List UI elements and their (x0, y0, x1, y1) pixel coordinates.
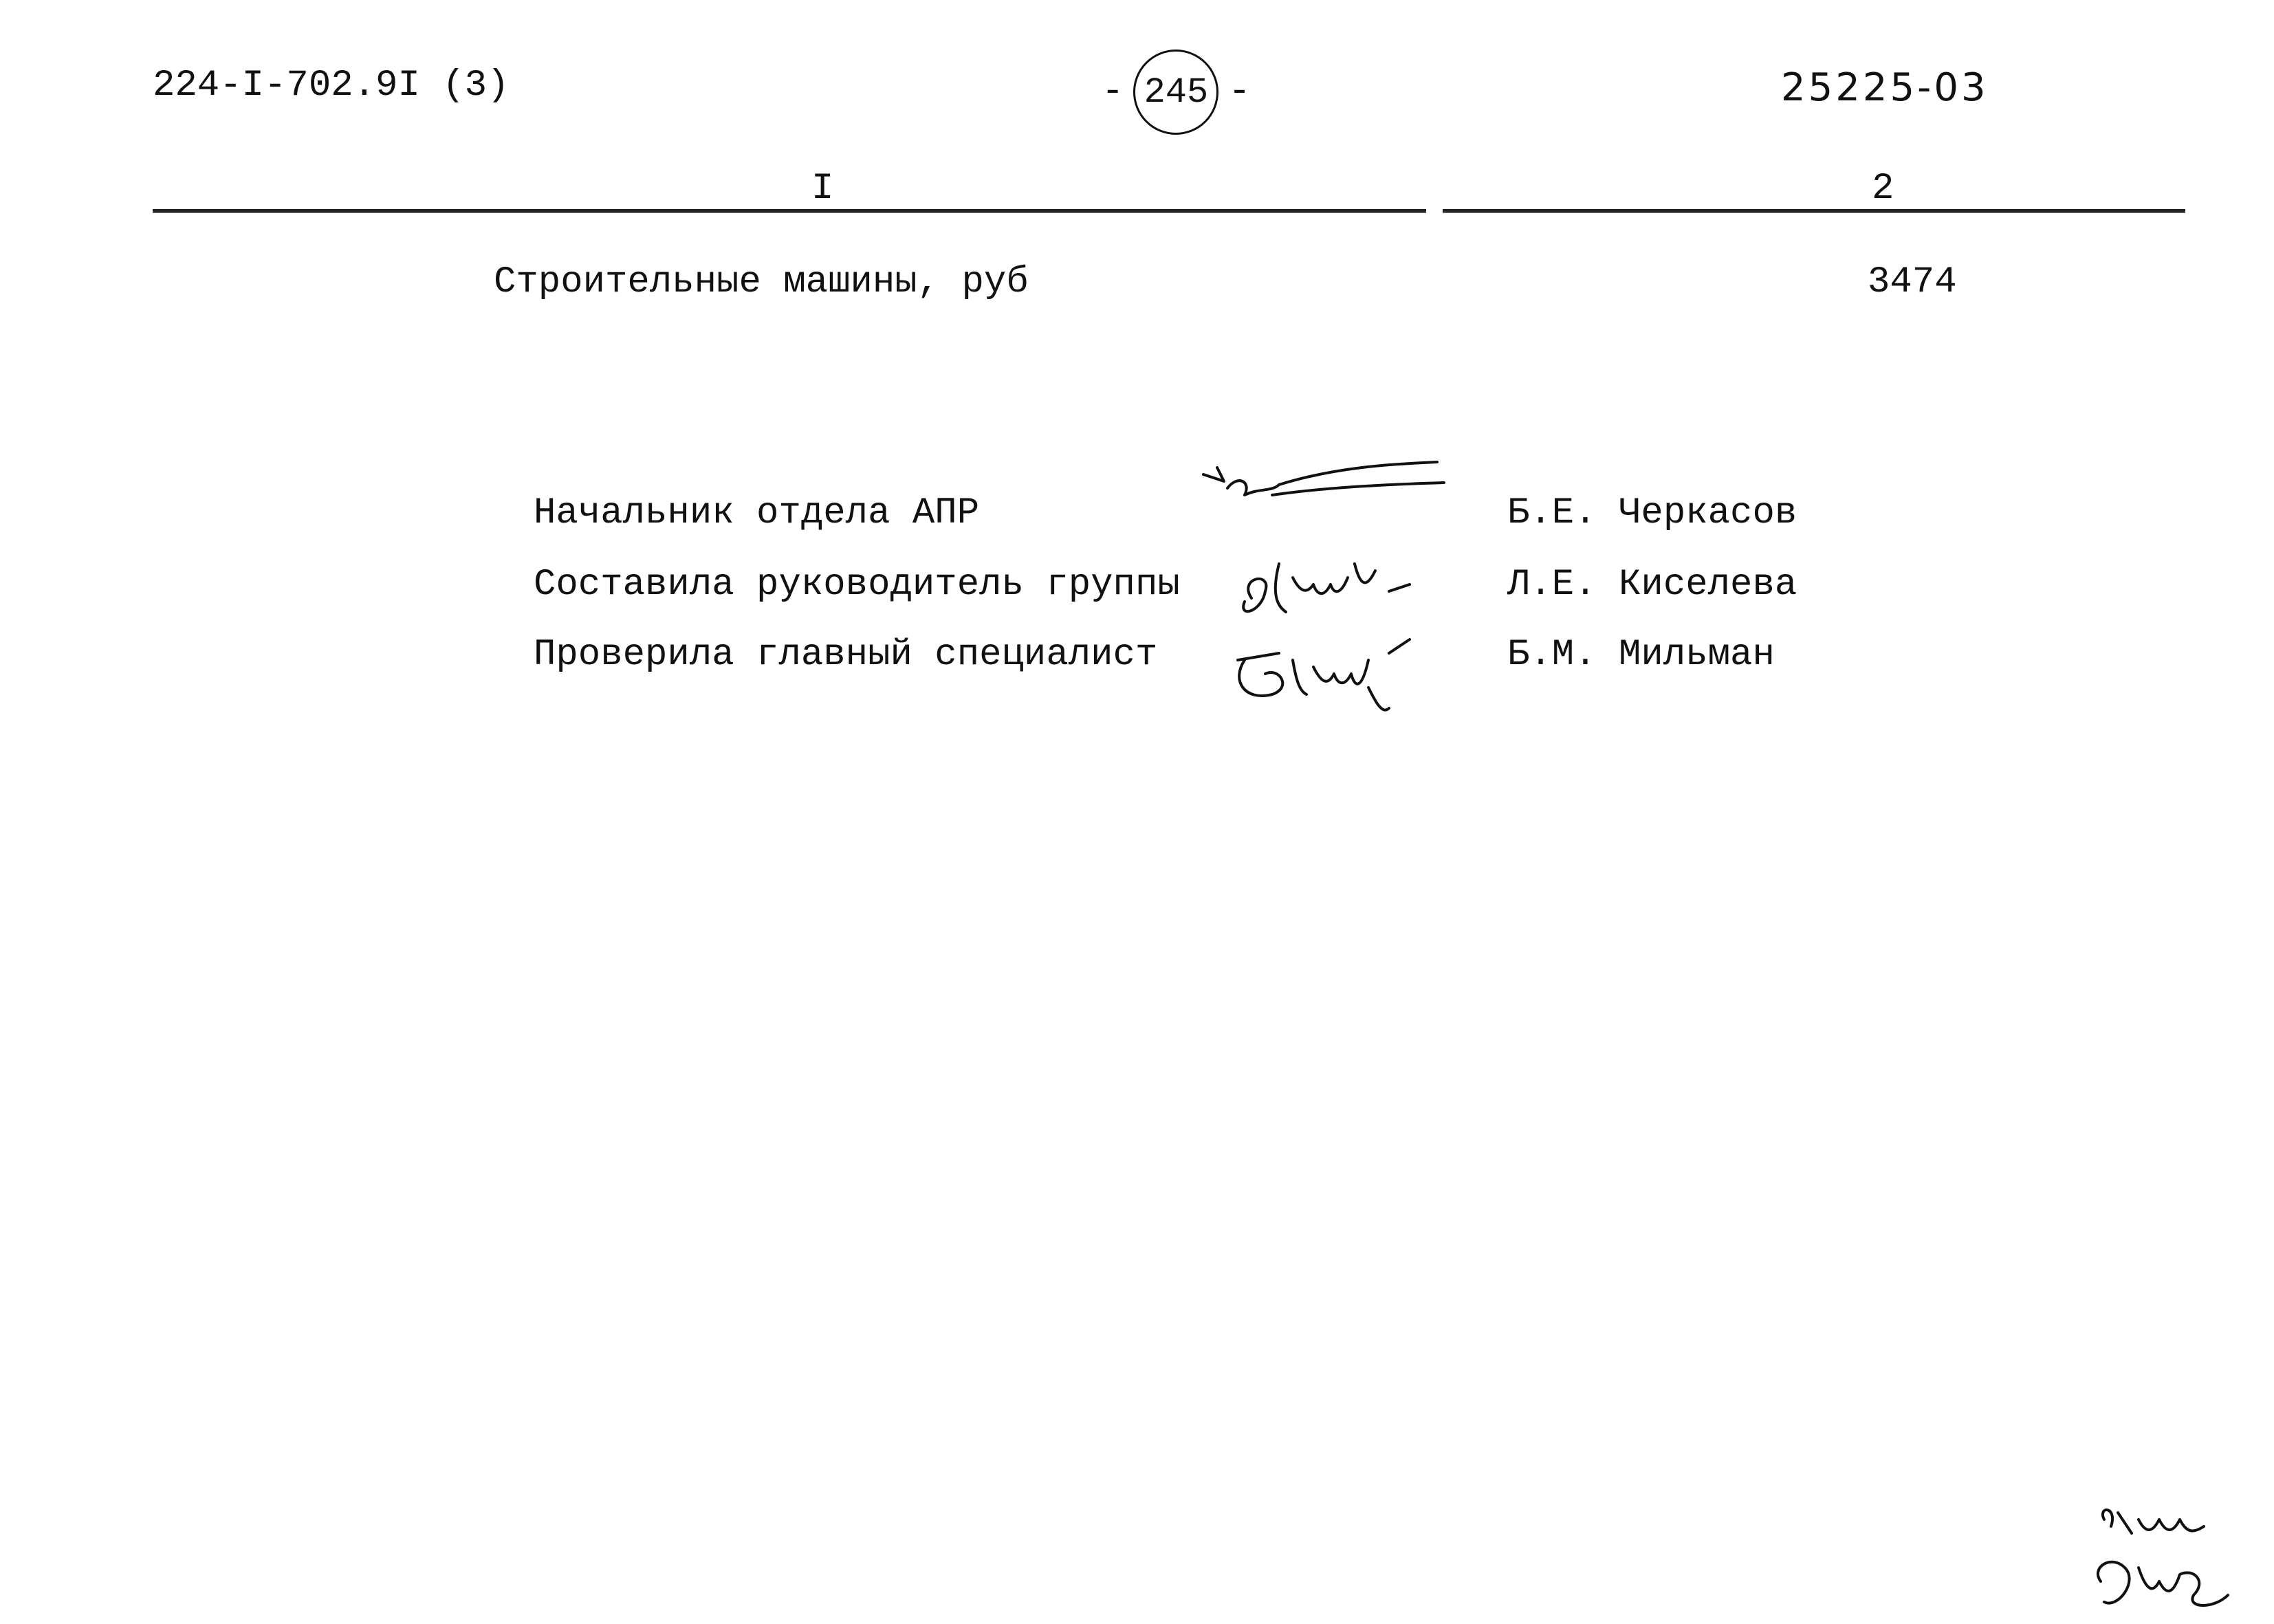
signature-3 (1238, 639, 1410, 710)
page-number-group (1102, 50, 1251, 135)
column-header-1: I (811, 168, 834, 210)
signatory-role-2: Составила руководитель группы (534, 564, 1180, 606)
signatory-name-2: Л.Е. Киселева (1507, 564, 1797, 606)
signature-1 (1203, 462, 1444, 495)
margin-initials (2090, 1499, 2269, 1623)
table-header-rule-left (153, 209, 1426, 213)
page-number: 245 (1144, 72, 1209, 113)
signatory-name-3: Б.М. Мильман (1507, 634, 1775, 676)
signature-2 (1243, 564, 1410, 612)
signatory-role-3: Проверила главный специалист (534, 634, 1158, 676)
page-number-circle (1133, 50, 1218, 135)
table-header-rule-right (1443, 209, 2185, 213)
signatory-name-1: Б.Е. Черкасов (1507, 492, 1797, 534)
column-header-2: 2 (1872, 168, 1894, 210)
signatory-role-1: Начальник отдела АПР (534, 492, 980, 534)
handwritten-signatures (1196, 454, 1472, 729)
page-number-dash-right: - (1228, 71, 1251, 113)
archive-number: 25225-03 (1781, 65, 1989, 110)
row-value: 3474 (1868, 261, 1957, 303)
row-label: Строительные машины, руб (494, 261, 1029, 303)
page-number-dash-left: - (1102, 71, 1124, 113)
document-code: 224-I-702.9I (3) (153, 65, 510, 107)
